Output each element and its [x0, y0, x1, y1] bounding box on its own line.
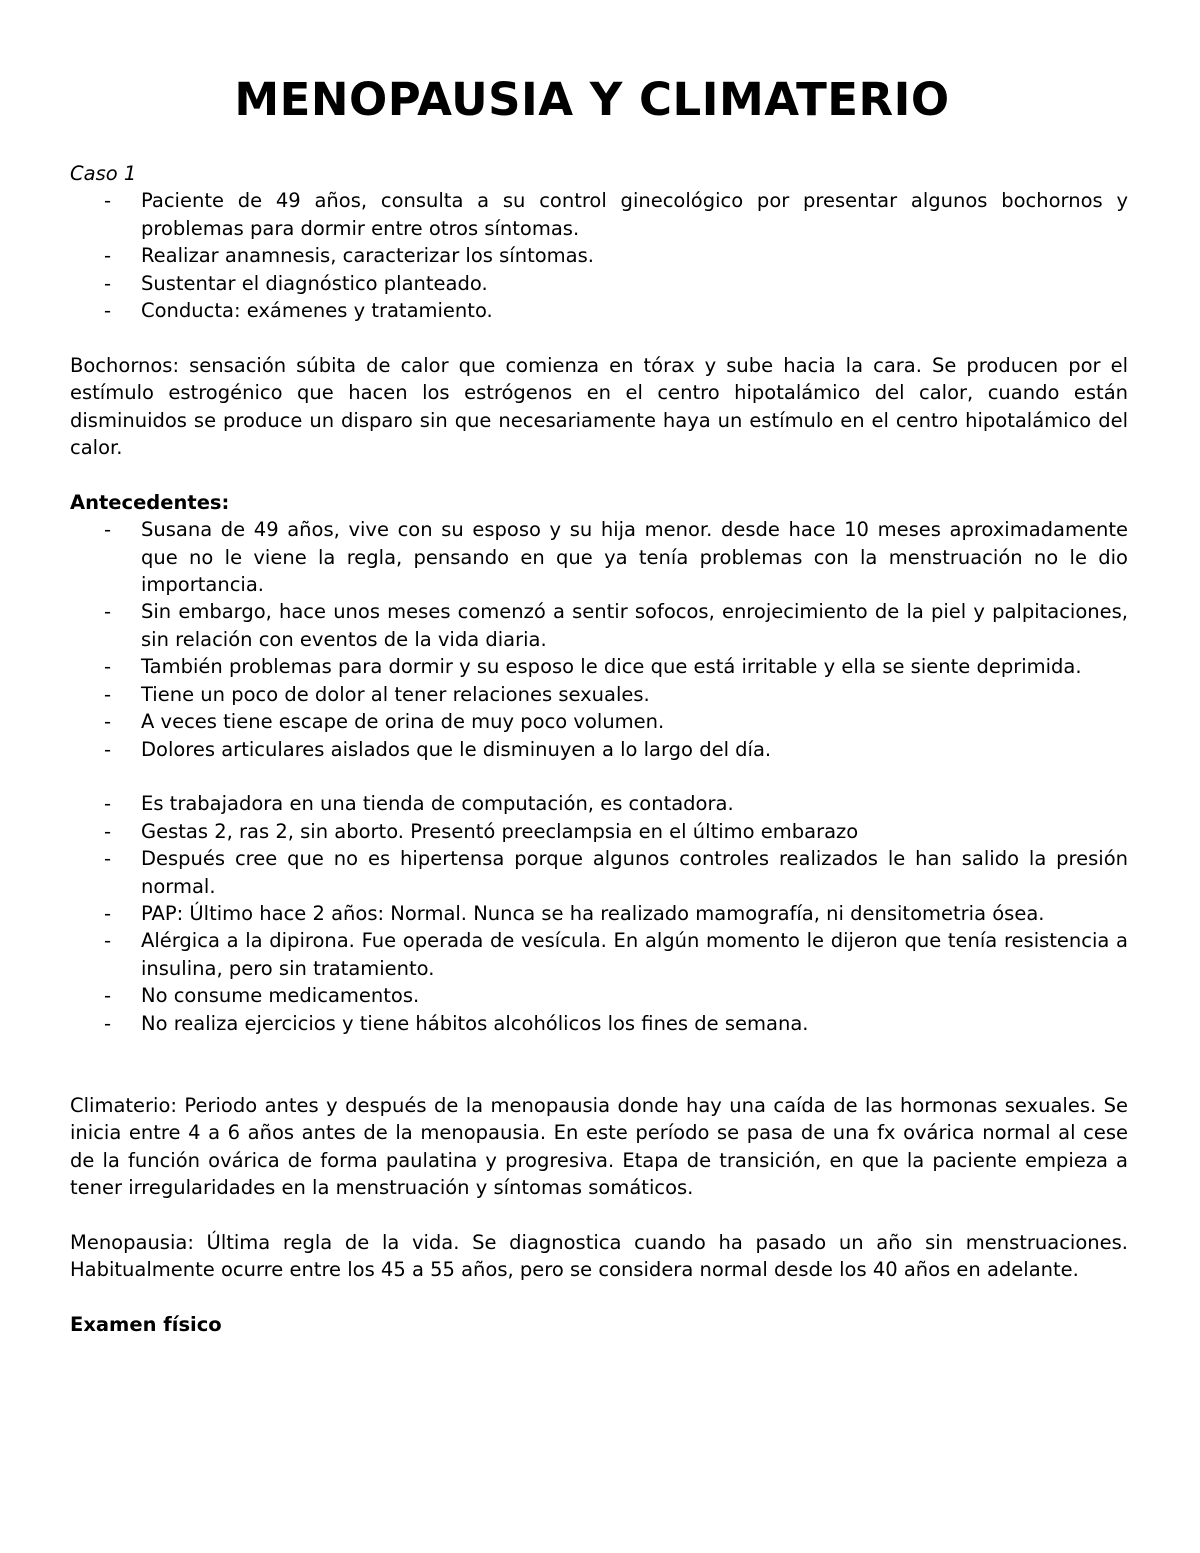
list-item: [70, 845, 1128, 900]
list-item: [70, 297, 1128, 324]
list-bullet: -: [104, 929, 112, 953]
list-bullet: -: [104, 984, 112, 1008]
list-item-text: Sustentar el diagnóstico planteado.: [141, 271, 488, 295]
list-item-text: También problemas para dormir y su esposo le dice que está irritable y ella se siente deprimida.: [141, 655, 1082, 679]
list-item-text: Conducta: exámenes y tratamiento.: [141, 299, 493, 323]
case-list: [70, 187, 1128, 324]
list-item-text: Gestas 2, ras 2, sin aborto. Presentó preeclampsia en el último embarazo: [141, 819, 859, 843]
list-item-text: Realizar anamnesis, caracterizar los síntomas.: [141, 244, 594, 268]
list-item: [70, 790, 1128, 817]
list-item-text: Susana de 49 años, vive con su esposo y su hija menor. desde hace 10 meses aproximadamente que no le viene la regla, pensando en que ya tenía problemas con la menstruación no le dio importancia.: [141, 518, 1128, 597]
climaterio-paragraph: Climaterio: Periodo antes y después de la menopausia donde hay una caída de las hormonas sexuales. Se inicia entre 4 a 6 años antes de la menopausia. En este período se pasa de una fx ovárica normal al cese de la función ovárica de forma paulatina y progresiva. Etapa de transición, en que la paciente empieza a tener irregularidades en la menstruación y síntomas somáticos.: [70, 1093, 1128, 1199]
bochornos-paragraph: Bochornos: sensación súbita de calor que comienza en tórax y sube hacia la cara. Se producen por el estímulo estrogénico que hacen los estrógenos en el centro hipotalámico del calor, cuando están disminuidos se produce un disparo sin que necesariamente haya un estímulo en el centro hipotalámico del calor.: [70, 353, 1128, 460]
examen-heading: Examen físico: [70, 1312, 222, 1336]
list-item-text: PAP: Último hace 2 años: Normal. Nunca se ha realizado mamografía, ni densitometria ósea.: [141, 901, 1045, 925]
list-bullet: -: [104, 518, 112, 542]
antecedentes-list-a: [70, 516, 1128, 763]
list-item: [70, 736, 1128, 763]
list-bullet: -: [104, 600, 112, 624]
list-item: [70, 818, 1128, 845]
list-item: [70, 708, 1128, 735]
spacer: [70, 324, 1128, 351]
list-item-text: Sin embargo, hace unos meses comenzó a sentir sofocos, enrojecimiento de la piel y palpitaciones, sin relación con eventos de la vida diaria.: [141, 600, 1128, 651]
list-bullet: -: [104, 1011, 112, 1035]
list-item: [70, 187, 1128, 242]
list-item: [70, 927, 1128, 982]
list-item-text: No realiza ejercicios y tiene hábitos alcohólicos los fines de semana.: [141, 1011, 809, 1035]
document-body: [70, 160, 1128, 1338]
list-item: [70, 681, 1128, 708]
list-bullet: -: [104, 244, 112, 268]
list-bullet: -: [104, 710, 112, 734]
list-bullet: -: [104, 271, 112, 295]
list-bullet: -: [104, 655, 112, 679]
antecedentes-list-b: [70, 790, 1128, 1037]
spacer: [70, 461, 1128, 488]
list-bullet: -: [104, 299, 112, 323]
list-item: [70, 653, 1128, 680]
list-item: [70, 516, 1128, 598]
list-bullet: -: [104, 792, 112, 816]
antecedentes-heading: Antecedentes:: [70, 490, 230, 514]
list-bullet: -: [104, 737, 112, 761]
list-item-text: No consume medicamentos.: [141, 984, 420, 1008]
spacer: [70, 1037, 1128, 1092]
list-item-text: A veces tiene escape de orina de muy poco volumen.: [141, 710, 665, 734]
list-item-text: Alérgica a la dipirona. Fue operada de vesícula. En algún momento le dijeron que tenía resistencia a insulina, pero sin tratamiento.: [141, 929, 1128, 980]
list-item-text: Es trabajadora en una tienda de computación, es contadora.: [141, 792, 734, 816]
menopausia-paragraph: Menopausia: Última regla de la vida. Se diagnostica cuando ha pasado un año sin menstruaciones. Habitualmente ocurre entre los 45 a 55 años, pero se considera normal desde los 40 años en adelante.: [70, 1230, 1128, 1282]
spacer: [70, 1284, 1128, 1311]
page-title: MENOPAUSIA Y CLIMATERIO: [234, 73, 950, 126]
list-item: [70, 900, 1128, 927]
list-item: [70, 1010, 1128, 1037]
list-item-text: Dolores articulares aislados que le disminuyen a lo largo del día.: [141, 737, 772, 761]
list-item: [70, 598, 1128, 653]
list-item-text: Tiene un poco de dolor al tener relaciones sexuales.: [141, 682, 650, 706]
spacer: [70, 763, 1128, 790]
list-item: [70, 982, 1128, 1009]
list-item-text: Paciente de 49 años, consulta a su control ginecológico por presentar algunos bochornos y problemas para dormir entre otros síntomas.: [141, 189, 1128, 240]
spacer: [70, 1201, 1128, 1228]
list-bullet: -: [104, 847, 112, 871]
list-bullet: -: [104, 819, 112, 843]
case-heading: Caso 1: [70, 162, 137, 185]
list-item-text: Después cree que no es hipertensa porque algunos controles realizados le han salido la presión normal.: [141, 847, 1128, 898]
list-item: [70, 242, 1128, 269]
list-item: [70, 270, 1128, 297]
list-bullet: -: [104, 682, 112, 706]
list-bullet: -: [104, 901, 112, 925]
list-bullet: -: [104, 189, 112, 213]
